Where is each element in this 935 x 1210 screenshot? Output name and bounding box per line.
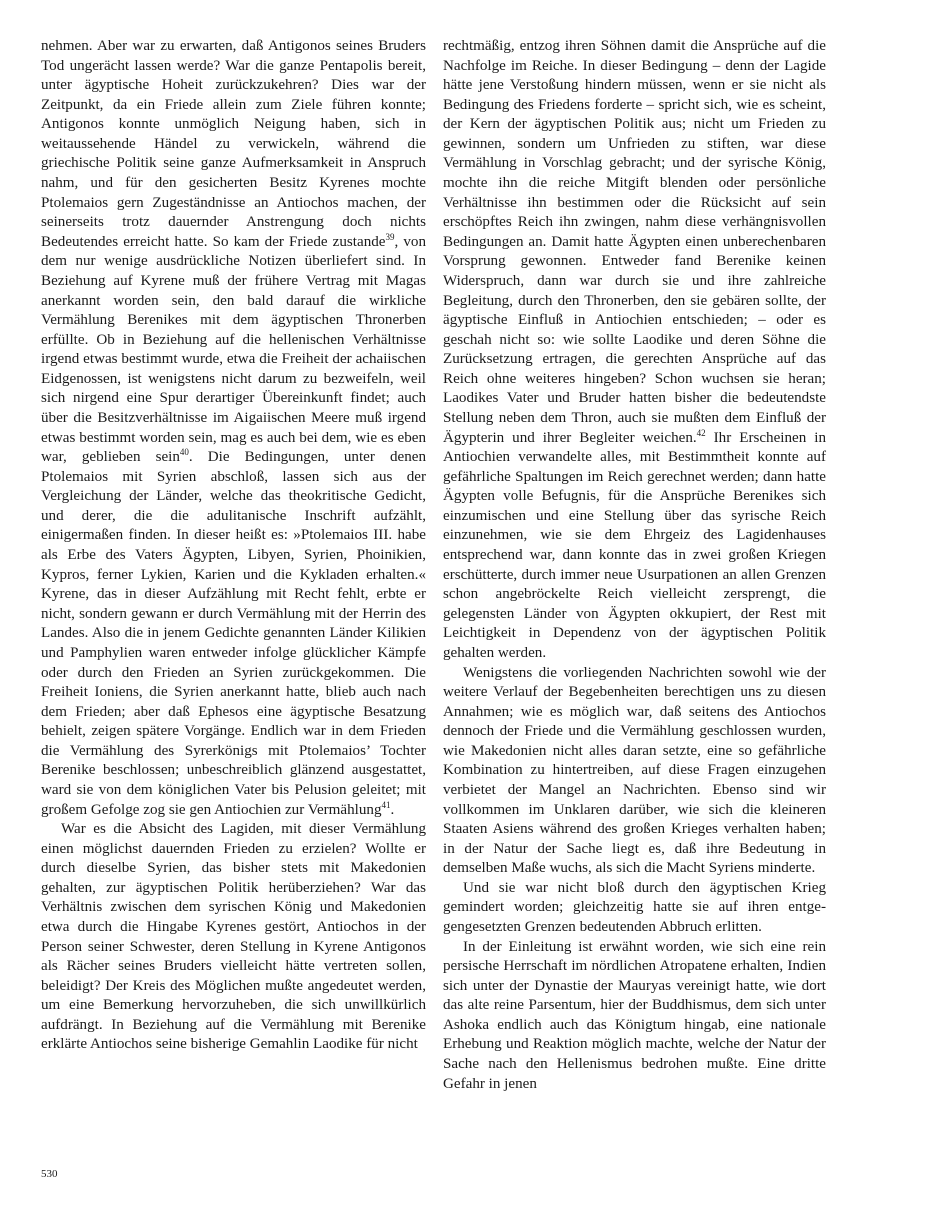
- left-paragraph-1: [41, 37, 426, 820]
- text-run: rechtmäßig, entzog ihren Söhnen damit die Ansprüche auf die Nachfolge im Reiche. In dieser Bedingung – denn der Lagide hätte jene Verstoßung hindern müssen, wenn er sie nicht als Bedingung des Friedens forderte – spricht sich, wie es scheint, der Kern der ägyptischen Politik aus; nicht um Frieden zu gewinnen, sondern um Unfrieden zu stiften, war diese Vermählung in Vorschlag gebracht; und der syrische König, mochte ihn die reiche Mitgift blenden oder persönliche Verhältnisse ihn bestimmen oder die Rücksicht auf sein erschöpftes Reich ihn zwingen, nahm diese verhängnisvollen Bedingungen an. Damit hatte Ägypten einen unberechenbaren Vorsprung gewonnen. Entweder fand Berenike keinen Widerspruch, dann war durch sie und ihre zahlreiche Begleitung, durch den Thronerben, den sie gebären sollte, der ägyptische Einfluß in Antiochien entschieden; – oder es geschah nicht so: wie sollte Laodike und deren Söhne die Zurücksetzung ertragen, die gerechten Ansprüche auf das Reich ohne weiteres hingeben? Schon wuchsen sie heran; Laodikes Vater und Bruder hatten bisher die bedeutendste Stellung neben dem Thron, auch sie mußten dem Einfluß der Ägypterin und ihrer Begleiter weichen.: [443, 38, 826, 446]
- right-paragraph-4: In der Einleitung ist erwähnt worden, wie sich eine rein persische Herrschaft im nördlichen Atropatene erhalten, Indien sich unter der Dynastie der Mauryas vereinigt hatte, wie dort das alte reine Parsentum, hier der Buddhismus, dem sich unter Ashoka endlich auch das Königtum hingab, eine nationale Erhebung und Reaktion möglich machte, welche der Natur der Sache nach den Hellenismus bedrohen mußte. Eine dritte Gefahr in jenen: [443, 938, 826, 1092]
- text-run: .: [390, 801, 395, 818]
- text-run: . Die Bedingungen, unter denen Ptolemaios mit Syrien abschloß, lassen sich aus der Vergleichung der Länder, welche das theokritische Gedicht, und derer, die die adulitanische Inschrift aufzählt, einigermaßen finden. In dieser heißt es: »Ptolemaios III. habe als Erbe des Vaters Ägypten, Libyen, Syrien, Phoinikien, Kypros, ferner Lykien, Karien und die Kykladen erhalten.« Kyrene, das in dieser Aufzählung mit Recht fehlt, erbte er nicht, sondern gewann er durch Vermählung mit der Herrin des Landes. Also die in jenem Gedichte genannten Länder Kilikien und Pamphylien waren entweder infolge glücklicher Kämpfe oder durch den Frieden an Syrien zurückgekommen. Die Freiheit Ioniens, die Syrien anerkannt hatte, blieb auch nach dem Frieden; aber daß Ephesos eine ägyptische Besatzung behielt, zeigen spätere Vorgänge. Endlich war in dem Frieden die Vermählung des Syrerkönigs mit Ptolemaios’ Tochter Berenike beschlossen; unbeschreiblich glänzend ausgestattet, ward sie von dem königlichen Vater bis Pelusion geleitet; mit großem Gefolge zog sie gen Antiochien zur Vermählung: [41, 449, 426, 818]
- page-number: 530: [41, 1168, 58, 1180]
- right-paragraph-3: Und sie war nicht bloß durch den ägyptischen Krieg gemindert worden; gleichzeitig hatte sie auf ihren entgegengesetzten Grenzen bedeutenden Abbruch erlitten.: [443, 879, 826, 936]
- text-run: , von dem nur wenige ausdrückliche Notizen überliefert sind. In Beziehung auf Kyrene muß der frühere Vertrag mit Magas anerkannt worden sein, den bald darauf die wirkliche Vermählung Berenikes mit dem ägyptischen Thronerben erfüllte. Ob in Beziehung auf die hellenischen Verhältnisse irgend etwas bestimmt wurde, etwa die Freiheit der achaiischen Eidgenossen, ist wenigstens nicht darum zu bezweifeln, weil sich nirgend eine Spur derartiger Übereinkunft findet; auch über die Besitzverhältnisse im Aigaiischen Meere muß irgend etwas bestimmt worden sein, mag es auch bei dem, wie es eben war, geblieben sein: [41, 233, 427, 466]
- footnote-marker-41[interactable]: 41: [381, 799, 391, 810]
- footnote-marker-39[interactable]: 39: [385, 231, 395, 242]
- left-paragraph-2: War es die Absicht des Lagiden, mit dieser Vermählung einen möglichst dauernden Frieden zu erzielen? Wollte er durch dieselbe Syrien, das bisher stets mit Makedonien gehalten, zur ägyptischen Politik herüberziehen? War das Verhältnis zwischen dem syrischen König und Makedonien etwa durch die Hingabe Kyrenes gestört, Antiochos in der Person seiner Schwester, deren Stellung in Kyrene Antigonos als Rächer seines Bruders vielleicht hätte vertreten sollen, beleidigt? Der Kreis des Möglichen mußte angedeutet werden, um eine Bemerkung hervorzuheben, die sich unwillkürlich aufdrängt. In Beziehung auf die Vermählung mit Berenike erklärte Antiochos seine bisherige Gemahlin Laodike für nicht: [41, 821, 426, 1053]
- footnote-marker-40[interactable]: 40: [179, 447, 189, 458]
- footnote-marker-42[interactable]: 42: [696, 427, 706, 438]
- left-column: [41, 37, 426, 1055]
- right-paragraph-2: Wenigstens die vorliegenden Nachrichten sowohl wie der weitere Verlauf der Begebenheiten berechtigen uns zu diesen Annahmen; wie es möglich war, daß seitens des Antiochos dennoch der Friede und die Vermählung geschlossen wurden, wie Makedonien nicht alles daran setzte, eine so gefährliche Kombination zu hintertreiben, auf diese Fragen einzugehen verbietet der Mangel an Nachrichten. Ebenso sind wir vollkommen im Unklaren darüber, wie sich die kleineren Staaten Asiens während des großen Krieges verhalten haben; in der Natur der Sache liegt es, daß ihre Bedeutung in demselben Maße wuchs, als sich die Macht Syriens minderte.: [443, 664, 826, 877]
- right-column: [443, 37, 826, 1094]
- text-run: nehmen. Aber war zu erwarten, daß Antigonos seines Bruders Tod ungerächt lassen werde? War die ganze Pentapolis bereit, unter ägyptische Hoheit zurückzukehren? Dies war der Zeitpunkt, da ein Friede allein zum Ziele führen konnte; Antigonos konnte unmöglich Neigung haben, sich in weitaussehende Händel zu verwickeln, während die griechische Politik seine ganze Aufmerksamkeit in Anspruch nahm, und für den gesicherten Besitz Kyrenes mochte Ptolemaios gern Zugeständnisse an Antiochos machen, der seinerseits trotz dauernder Anstrengung doch nichts Bedeutendes erreicht hatte. So kam der Friede zustande: [41, 38, 426, 250]
- text-run: Ihr Erscheinen in Antiochien verwandelte alles, mit Bestimmtheit konnte auf gefährliche Spaltungen im Reich gerechnet werden; dann hatte Ägypten volle Befugnis, für die Ansprüche Berenikes sich einzumischen und eine Stellung über das syrische Reich einzunehmen, wie sie dem Ehrgeiz des Lagidenhauses entsprechend war, dann konnte das in zwei großen Kriegen erschütterte, durch immer neue Usurpationen an allen Grenzen schon angebröckelte Reich vielleicht zersprengt, die gelegensten Länder von Ägypten okkupiert, der Rest mit Leichtigkeit in Dependenz von der ägyptischen Politik gehalten werden.: [443, 429, 826, 661]
- right-paragraph-1: [443, 37, 826, 664]
